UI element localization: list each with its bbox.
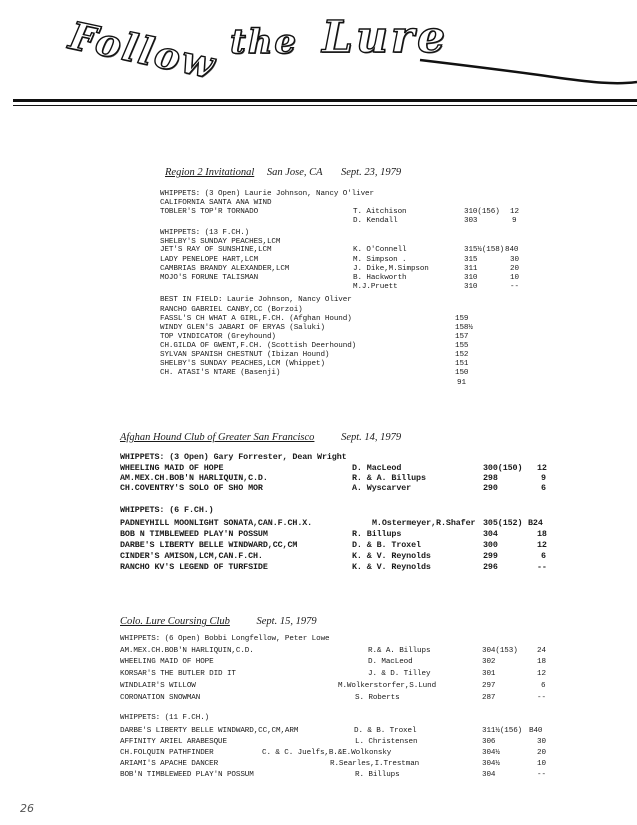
colo-title: Colo. Lure Coursing Club: [120, 616, 230, 627]
dog-name: ARIAMI'S APACHE DANCER: [120, 760, 219, 768]
score: 158½: [455, 324, 473, 332]
dog-name: CH. ATASI'S NTARE (Basenji): [160, 369, 281, 377]
score: 311: [464, 265, 478, 273]
points: B24: [528, 518, 543, 528]
points: B40: [529, 727, 543, 735]
score: 304(153): [482, 647, 518, 655]
dog-name: AFFINITY ARIEL ARABESQUE: [120, 738, 227, 746]
afghan-fch-header: WHIPPETS: (6 F.CH.): [120, 505, 214, 515]
points: 10: [537, 760, 546, 768]
region2-heading: [165, 167, 401, 178]
region2-open-header: WHIPPETS: (3 Open) Laurie Johnson, Nancy O'liver: [160, 190, 374, 198]
score: 152: [455, 351, 469, 359]
owner: M.Wolkerstorfer,S.Lund: [338, 682, 437, 690]
owner: K. O'Connell: [353, 246, 407, 254]
dog-name: PADNEYHILL MOONLIGHT SONATA,CAN.F.CH.X.: [120, 518, 313, 528]
owner: J. & D. Tilley: [368, 670, 431, 678]
region2-title: Region 2 Invitational: [165, 167, 255, 178]
dog-name: CORONATION SNOWMAN: [120, 694, 201, 702]
points: 10: [510, 274, 519, 282]
owner: R.Searles,I.Trestman: [330, 760, 420, 768]
afghan-title: Afghan Hound Club of Greater San Francisco: [120, 432, 315, 443]
points: 30: [510, 256, 519, 264]
dog-name: SHELBY'S SUNDAY PEACHES,LCM: [160, 238, 281, 246]
dog-name: JET'S RAY OF SUNSHINE,LCM: [160, 246, 272, 254]
points: 20: [510, 265, 519, 273]
points: 24: [537, 647, 546, 655]
owner: D. & B. Troxel: [354, 727, 417, 735]
score: 299: [483, 551, 498, 561]
dog-name: CH.FOLQUIN PATHFINDER: [120, 749, 214, 757]
points: --: [537, 562, 547, 572]
dog-name: WINDY GLEN'S JABARI OF ERYAS (Saluki): [160, 324, 325, 332]
score: 91: [457, 379, 466, 387]
score: 151: [455, 360, 469, 368]
banner-word-the: the: [230, 22, 299, 62]
owner: T. Aitchison: [353, 208, 407, 216]
owner: R.& A. Billups: [368, 647, 431, 655]
score: 306: [482, 738, 496, 746]
banner-swash: [0, 0, 637, 110]
points: 30: [537, 738, 546, 746]
points: 12: [510, 208, 519, 216]
afghan-heading: [120, 432, 401, 443]
colo-date: Sept. 15, 1979: [256, 616, 317, 627]
score: 304: [482, 771, 496, 779]
points: 840: [505, 246, 519, 254]
dog-name: FASSL'S CH WHAT A GIRL,F.CH. (Afghan Hound): [160, 315, 352, 323]
score: 305(152): [483, 518, 523, 528]
points: 12: [537, 670, 546, 678]
dog-name: KORSAR'S THE BUTLER DID IT: [120, 670, 236, 678]
points: 20: [537, 749, 546, 757]
score: 159: [455, 315, 469, 323]
owner: K. & V. Reynolds: [352, 551, 431, 561]
dog-name: DARBE'S LIBERTY BELLE WINDWARD,CC,CM: [120, 540, 298, 550]
score: 304: [483, 529, 498, 539]
score: 287: [482, 694, 496, 702]
dog-name: CH.GILDA OF GWENT,F.CH. (Scottish Deerhound): [160, 342, 357, 350]
points: 9: [541, 473, 546, 483]
top-rule-thick: [13, 99, 637, 102]
dog-name: BOB N TIMBLEWEED PLAY'N POSSUM: [120, 529, 268, 539]
owner: R. Billups: [355, 771, 400, 779]
owner: J. Dike,M.Simpson: [353, 265, 429, 273]
dog-name: BOB'N TIMBLEWEED PLAY'N POSSUM: [120, 771, 254, 779]
owner: D. MacLeod: [352, 463, 402, 473]
score: 302: [482, 658, 496, 666]
dog-name: CINDER'S AMISON,LCM,CAN.F.CH.: [120, 551, 263, 561]
owner: D. & B. Troxel: [352, 540, 421, 550]
owner: A. Wyscarver: [352, 483, 412, 493]
dog-name: TOBLER'S TOP'R TORNADO: [160, 208, 259, 216]
score: 150: [455, 369, 469, 377]
dog-name: CH.COVENTRY'S SOLO OF SHO MOR: [120, 483, 263, 493]
dog-name: SYLVAN SPANISH CHESTNUT (Ibizan Hound): [160, 351, 330, 359]
dog-name: RANCHO KV'S LEGEND OF TURFSIDE: [120, 562, 268, 572]
score: 297: [482, 682, 496, 690]
score: 310: [464, 274, 478, 282]
dog-name: DARBE'S LIBERTY BELLE WINDWARD,CC,CM,ARM: [120, 727, 299, 735]
owner: D. Kendall: [353, 217, 398, 225]
dog-name: AM.MEX.CH.BOB'N HARLIQUIN,C.D.: [120, 473, 268, 483]
score: 298: [483, 473, 498, 483]
dog-name: WINDLAIR'S WILLOW: [120, 682, 196, 690]
owner: M. Simpson .: [353, 256, 407, 264]
dog-name: WHEELING MAID OF HOPE: [120, 658, 214, 666]
banner-word-follow: Follow: [65, 12, 221, 88]
score: 310: [464, 283, 478, 291]
banner-word-lure: Lure: [322, 12, 449, 63]
score: 290: [483, 483, 498, 493]
score: 303: [464, 217, 478, 225]
colo-open-header: WHIPPETS: (6 Open) Bobbi Longfellow, Peter Lowe: [120, 635, 330, 643]
score: 157: [455, 333, 469, 341]
owner: M.J.Pruett: [353, 283, 398, 291]
points: --: [510, 283, 519, 291]
score: 310(156): [464, 208, 500, 216]
owner: S. Roberts: [355, 694, 400, 702]
score: 304½: [482, 749, 500, 757]
points: 6: [541, 551, 546, 561]
points: --: [537, 771, 546, 779]
region2-location: San Jose, CA: [266, 167, 323, 178]
owner: C. & C. Juelfs,B.&E.Wolkonsky: [262, 749, 392, 757]
points: 12: [537, 540, 547, 550]
score: 311½(156): [482, 727, 523, 735]
score: 300(150): [483, 463, 523, 473]
dog-name: AM.MEX.CH.BOB'N HARLIQUIN,C.D.: [120, 647, 254, 655]
points: 18: [537, 658, 546, 666]
points: 12: [537, 463, 547, 473]
points: 6: [541, 483, 546, 493]
score: 315½(158): [464, 246, 505, 254]
dog-name: TOP VINDICATOR (Greyhound): [160, 333, 276, 341]
score: 296: [483, 562, 498, 572]
score: 315: [464, 256, 478, 264]
owner: D. MacLeod: [368, 658, 413, 666]
dog-name: SHELBY'S SUNDAY PEACHES,LCM (Whippet): [160, 360, 325, 368]
owner: L. Christensen: [355, 738, 418, 746]
score: 300: [483, 540, 498, 550]
score: 304½: [482, 760, 500, 768]
points: --: [537, 694, 546, 702]
dog-name: WHEELING MAID OF HOPE: [120, 463, 224, 473]
region2-fch-header: WHIPPETS: (13 F.CH.): [160, 229, 250, 237]
dog-name: CAMBRIAS BRANDY ALEXANDER,LCM: [160, 265, 290, 273]
region2-bif-header: BEST IN FIELD: Laurie Johnson, Nancy Oliver: [160, 296, 352, 304]
dog-name: RANCHO GABRIEL CANBY,CC (Borzoi): [160, 306, 303, 314]
owner: K. & V. Reynolds: [352, 562, 431, 572]
page-number: 26: [20, 802, 34, 815]
points: 9: [512, 217, 517, 225]
owner: B. Hackworth: [353, 274, 407, 282]
region2-date: Sept. 23, 1979: [341, 167, 402, 178]
points: 6: [541, 682, 546, 690]
dog-name: MOJO'S FORUNE TALISMAN: [160, 274, 259, 282]
dog-name: CALIFORNIA SANTA ANA WIND: [160, 199, 272, 207]
owner: R. Billups: [352, 529, 402, 539]
score: 155: [455, 342, 469, 350]
afghan-open-header: WHIPPETS: (3 Open) Gary Forrester, Dean Wright: [120, 452, 347, 462]
owner: M.Ostermeyer,R.Shafer: [372, 518, 476, 528]
score: 301: [482, 670, 496, 678]
colo-fch-header: WHIPPETS: (11 F.CH.): [120, 714, 210, 722]
colo-heading: [120, 616, 317, 627]
top-rule-thin: [13, 105, 637, 106]
owner: R. & A. Billups: [352, 473, 426, 483]
dog-name: LADY PENELOPE HART,LCM: [160, 256, 259, 264]
points: 18: [537, 529, 547, 539]
afghan-date: Sept. 14, 1979: [341, 432, 402, 443]
